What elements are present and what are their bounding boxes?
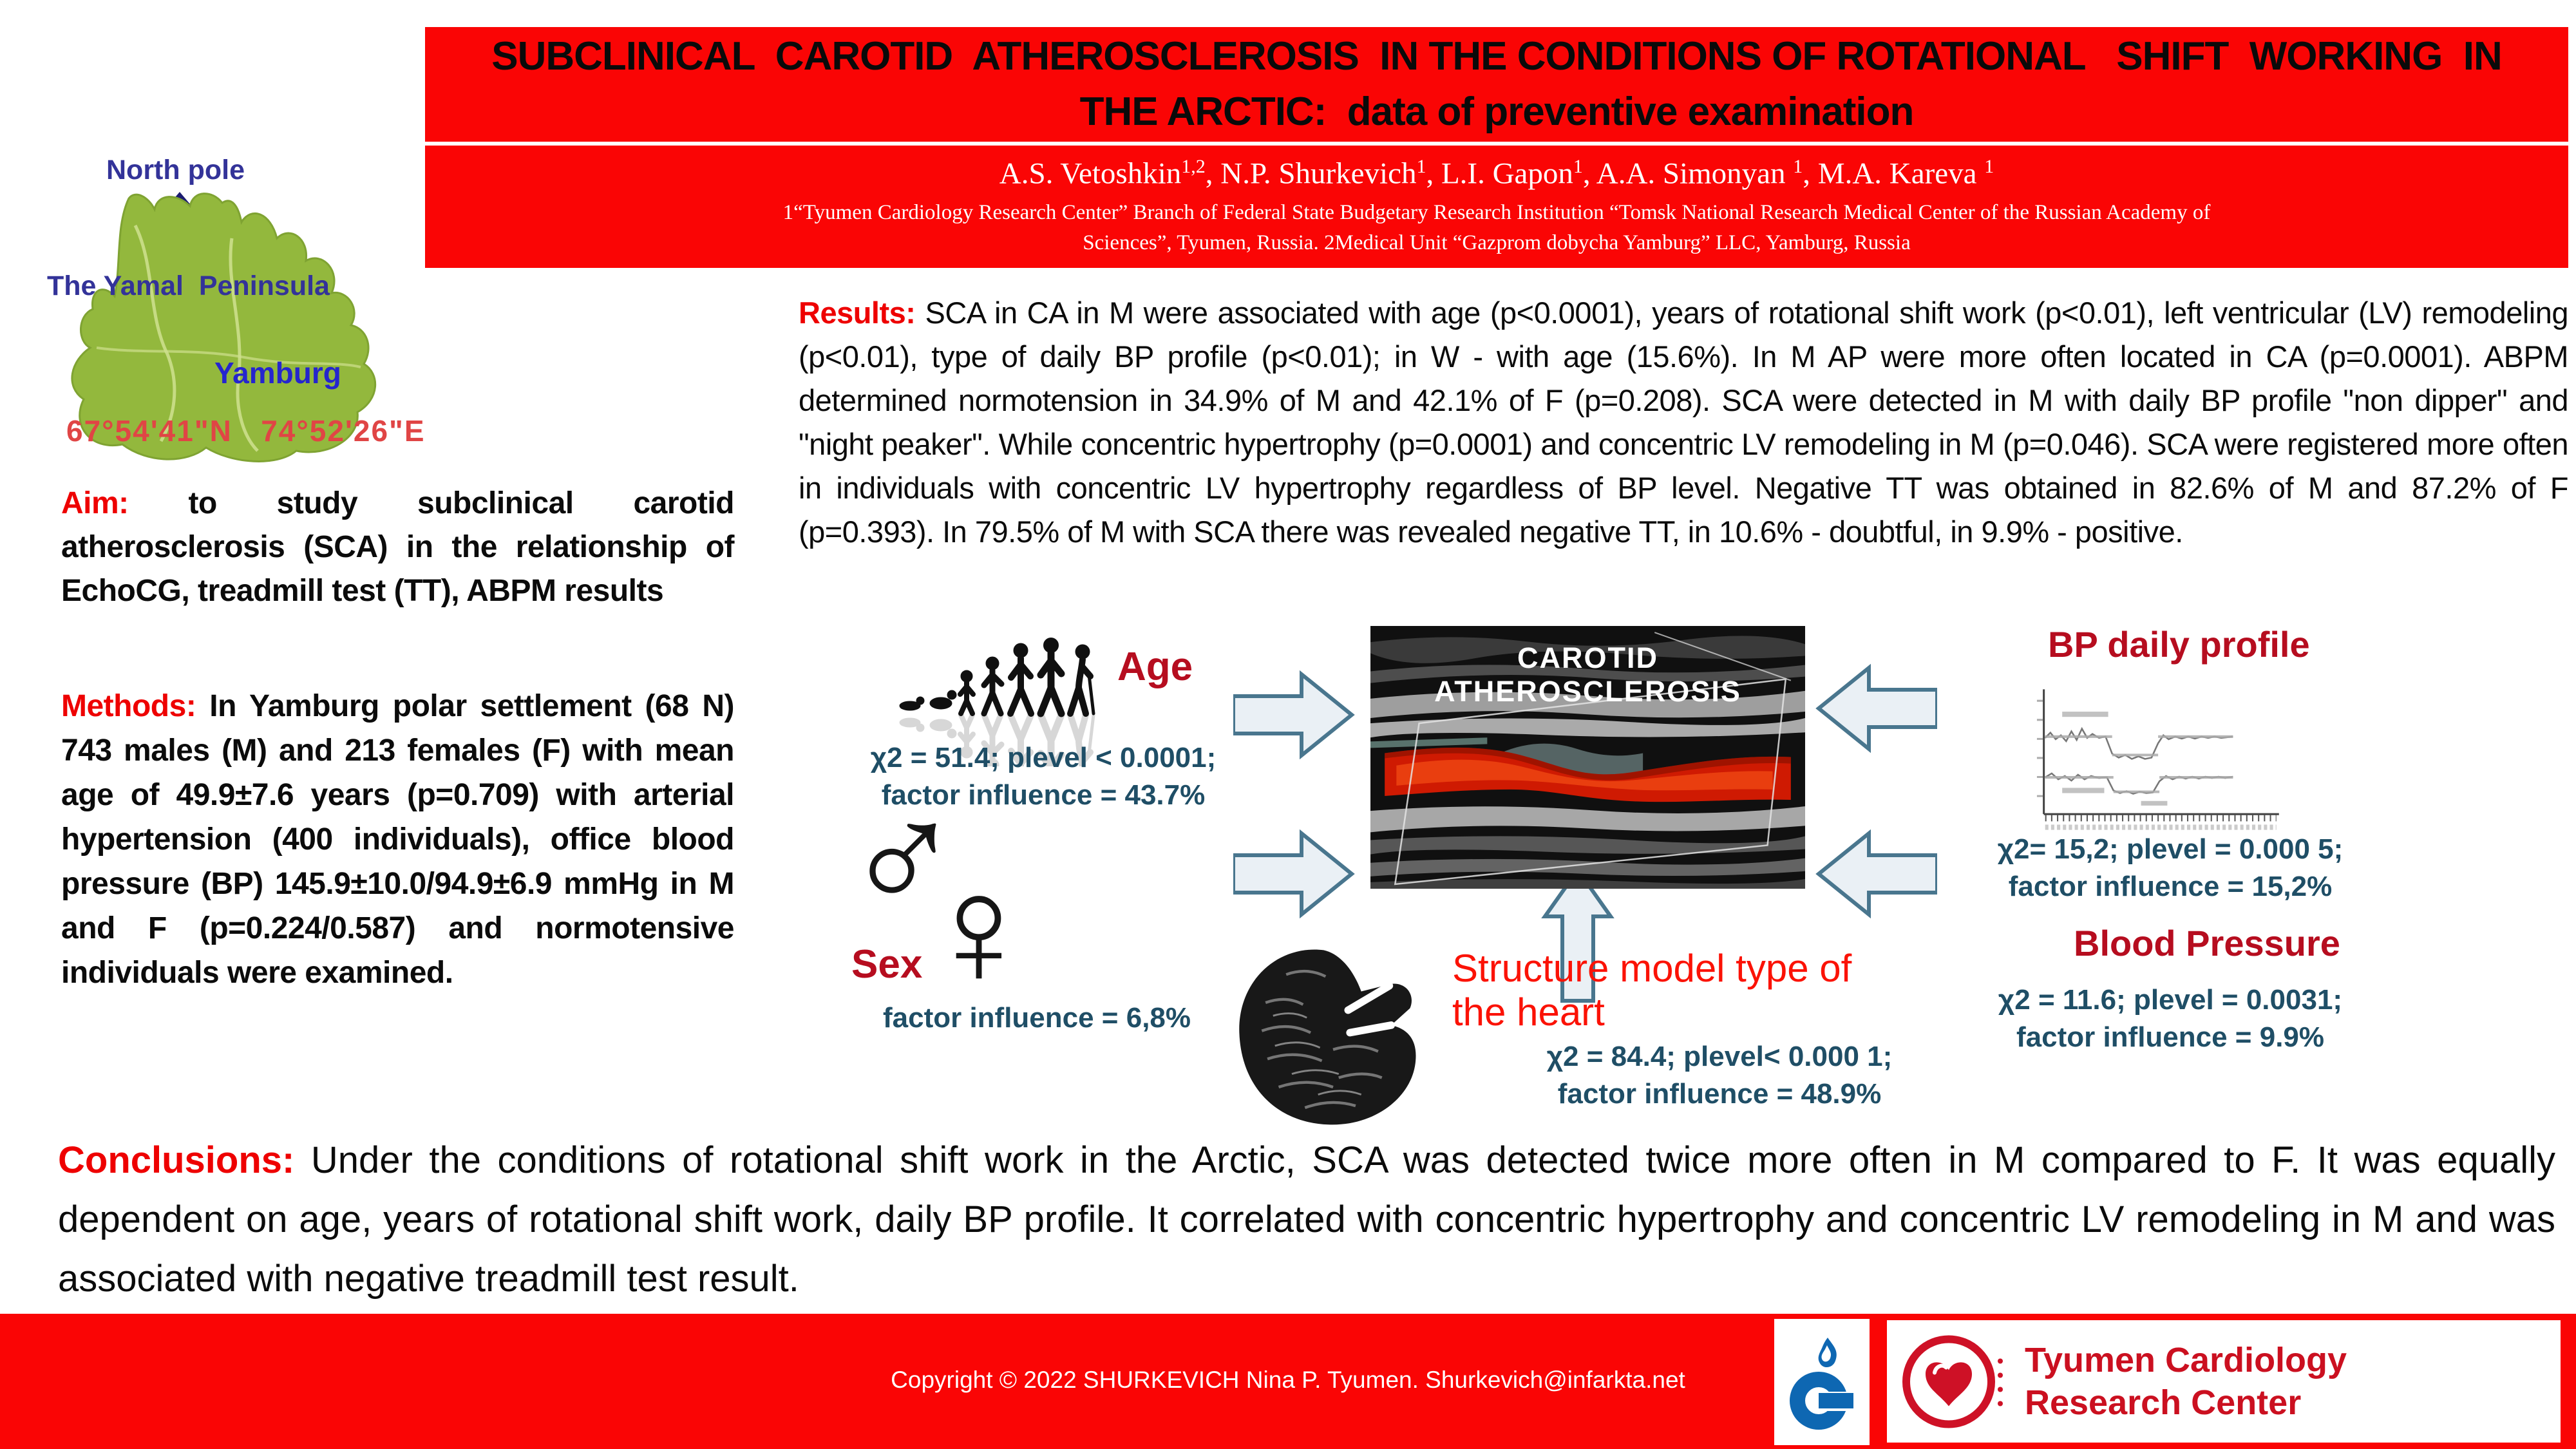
aim-paragraph (61, 482, 734, 613)
map-label-north-pole: North pole (106, 155, 245, 185)
poster-title-line-2: THE ARCTIC: data of preventive examination (1079, 90, 1914, 134)
affiliation-line-1: 1“Tyumen Cardiology Research Center” Branch of Federal State Budgetary Research Institution “Tomsk National Research Medical Center of the Russian Academy of (782, 200, 2211, 224)
copyright-text: Copyright © 2022 SHURKEVICH Nina P. Tyumen. Shurkevich@infarkta.net (891, 1367, 1685, 1393)
poster-title-line-1: SUBCLINICAL CAROTID ATHEROSCLEROSIS IN THE CONDITIONS OF ROTATIONAL SHIFT WORKING IN (491, 34, 2502, 79)
tyumen-org-name-line-1: Tyumen Cardiology (2025, 1341, 2347, 1379)
bp-profile-stats (1990, 831, 2351, 905)
age-stat-1: χ2 = 51.4; plevel < 0.0001; (870, 742, 1217, 773)
map-label-peninsula: The Yamal Peninsula (47, 270, 330, 301)
blood-pressure-label: Blood Pressure (2074, 923, 2340, 963)
map-label-city: Yamburg (214, 356, 341, 390)
results-text: SCA in CA in M were associated with age (p<0.0001), years of rotational shift work (p<0.01), left ventricular (LV) remodeling (p<0.01), type of daily BP profile (p<0.01); in W - with age (15.6%). In M AP were more often located in CA (p=0.0001). ABPM determined normotension in 34.9% of M and 42.1% of F (p=0.208). SCA were detected in M with daily BP profile "non dipper" and "night peaker". While concentric hypertrophy (p=0.0001) and concentric LV remodeling in M (p=0.046). SCA were registered more often in individuals with concentric LV hypertrophy regardless of BP level. Negative TT was obtained in 82.6% of M and 87.2% of F (p=0.393). In 79.5% of M with SCA there was revealed negative TT, in 10.6% - doubtful, in 9.9% - positive. (799, 296, 2568, 549)
sex-stats (824, 999, 1249, 1037)
gazprom-logo (1774, 1319, 1870, 1445)
conclusions-text: Under the conditions of rotational shift work in the Arctic, SCA was detected twice more often in M compared to F. It was equally dependent on age, years of rotational shift work, daily BP profile. It correlated with concentric hypertrophy and concentric LV remodeling in M and was associated with negative treadmill test result. (58, 1139, 2555, 1300)
female-symbol-icon: ♀ (920, 842, 1038, 1018)
bp-chart-image (2016, 677, 2293, 842)
authors-banner (425, 146, 2568, 268)
conclusions-paragraph (58, 1131, 2555, 1309)
bp-profile-stat-1: χ2= 15,2; plevel = 0.000 5; (1997, 833, 2344, 865)
bp-profile-label: BP daily profile (2048, 624, 2310, 665)
title-banner (425, 27, 2568, 142)
heart-structure-stat-1: χ2 = 84.4; plevel< 0.000 1; (1546, 1041, 1893, 1072)
heart-structure-label-line-1: Structure model type of (1452, 947, 1852, 990)
methods-paragraph (61, 684, 734, 995)
tyumen-org-name-line-2: Research Center (2025, 1383, 2302, 1422)
arrow-left-icon (1815, 826, 1937, 922)
yamal-map (35, 148, 428, 477)
arrow-left-icon (1815, 660, 1937, 757)
heart-sketch-icon (1220, 937, 1446, 1130)
sex-label: Sex (851, 942, 923, 987)
affiliation-line-2: Sciences”, Tyumen, Russia. 2Medical Unit “Gazprom dobycha Yamburg” LLC, Yamburg, Russia (1083, 231, 1911, 254)
sex-stat-1: factor influence = 6,8% (882, 1002, 1191, 1034)
arrow-right-icon (1233, 826, 1356, 922)
arrow-right-icon (1233, 667, 1356, 763)
conclusions-label: Conclusions: (58, 1139, 295, 1181)
tyumen-logo-box (1887, 1320, 2561, 1443)
male-symbol-icon: ♂ (844, 763, 962, 940)
heart-structure-stat-2: factor influence = 48.9% (1557, 1078, 1882, 1110)
map-coordinates: 67°54'41"N 74°52'26"E (66, 414, 426, 448)
methods-text: In Yamburg polar settlement (68 N) 743 males (M) and 213 females (F) with mean age of 49.9±7.6 years (p=0.709) with arterial hypertension (400 individuals), office blood pressure (BP) 145.9±10.0/94.9±6.9 mmHg in M and F (p=0.224/0.587) and normotensive individuals were examined. (61, 689, 735, 990)
gazprom-flame-icon (1786, 1334, 1857, 1430)
heart-structure-label-line-2: the heart (1452, 990, 1605, 1034)
carotid-ultrasound-image (1370, 626, 1805, 889)
bp-profile-stat-2: factor influence = 15,2% (2008, 871, 2333, 902)
aim-text: to study subclinical carotid atherosclerosis (SCA) in the relationship of EchoCG, treadmill test (TT), ABPM results (61, 486, 734, 608)
age-stat-2: factor influence = 43.7% (881, 779, 1206, 811)
tyumen-org-name (2025, 1339, 2347, 1424)
results-label: Results: (799, 296, 916, 330)
aim-label: Aim: (61, 486, 129, 520)
heart-structure-stats (1494, 1038, 1945, 1113)
age-label: Age (1117, 645, 1193, 689)
methods-label: Methods: (61, 689, 196, 723)
heart-structure-label (1452, 947, 1955, 1034)
blood-pressure-stats (1990, 981, 2351, 1056)
heart-circle-logo (1897, 1329, 2007, 1435)
results-paragraph (799, 291, 2568, 554)
ultrasound-caption: CAROTID ATHEROSCLEROSIS (1434, 641, 1741, 708)
blood-pressure-stat-2: factor influence = 9.9% (2016, 1021, 2325, 1053)
blood-pressure-stat-1: χ2 = 11.6; plevel = 0.0031; (1998, 984, 2343, 1016)
authors-line: A.S. Vetoshkin$^{1,2}$, N.P. Shurkevich$^1$, L.I. Gapon$^1$, A.A. Simonyan $^1$, M.A. Kareva $^1$ (999, 156, 1994, 191)
